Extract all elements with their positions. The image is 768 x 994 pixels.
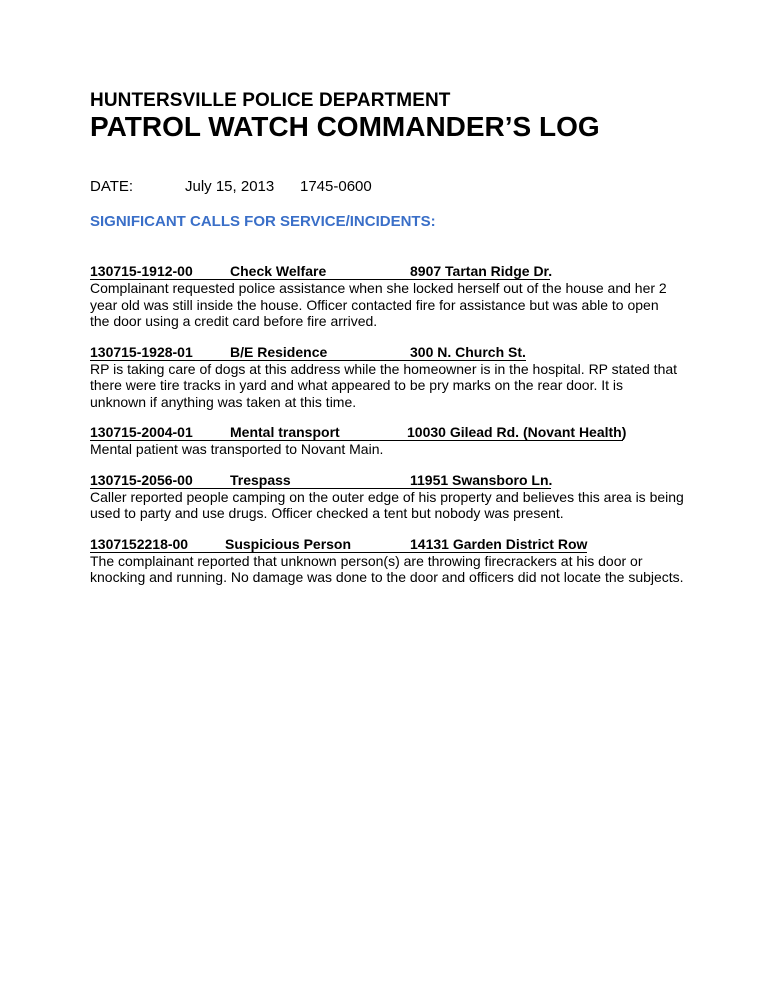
incident-location: 10030 Gilead Rd. (Novant Health) <box>407 424 627 440</box>
incident-type: B/E Residence <box>230 343 328 360</box>
log-title: PATROL WATCH COMMANDER’S LOG <box>90 111 600 142</box>
incident-location: 8907 Tartan Ridge Dr. <box>410 263 553 279</box>
incident-type: Suspicious Person <box>225 535 352 552</box>
incident-header <box>90 344 690 361</box>
incident-type: Mental transport <box>230 424 340 440</box>
incident-item <box>90 424 690 458</box>
incident-header <box>90 472 690 489</box>
description-line: the door using a credit card before fire arrived. <box>90 313 378 329</box>
incident-location: 14131 Garden District Row <box>410 535 588 552</box>
incident-description <box>90 361 690 411</box>
incident-type: Check Welfare <box>230 263 327 279</box>
date-label: DATE: <box>90 178 134 195</box>
incident-description <box>90 553 690 586</box>
description-line: RP is taking care of dogs at this address while the homeowner is in the hospital. RP stated that <box>90 360 678 377</box>
header-underline <box>90 279 550 280</box>
incident-list <box>90 263 690 600</box>
description-line: year old was still inside the house. Officer contacted fire for assistance but was able to open <box>90 296 659 313</box>
header-underline <box>90 488 551 489</box>
incident-number: 130715-1912-00 <box>90 263 193 279</box>
incident-description <box>90 489 690 522</box>
date-row <box>90 178 372 195</box>
incident-location: 300 N. Church St. <box>410 343 526 360</box>
description-line: used to party and use drugs. Officer checked a tent but nobody was present. <box>90 505 564 521</box>
header-underline <box>90 552 587 553</box>
incident-header <box>90 263 690 280</box>
incident-type: Trespass <box>230 471 291 488</box>
date-value: July 15, 2013 <box>185 178 275 195</box>
section-title: SIGNIFICANT CALLS FOR SERVICE/INCIDENTS: <box>90 213 436 230</box>
description-line: Mental patient was transported to Novant Main. <box>90 441 384 457</box>
incident-description <box>90 441 690 458</box>
header-underline <box>90 440 623 441</box>
incident-location: 11951 Swansboro Ln. <box>410 471 553 488</box>
description-line: unknown if anything was taken at this time. <box>90 393 357 410</box>
incident-item <box>90 536 690 586</box>
time-range: 1745-0600 <box>300 178 372 195</box>
description-line: Caller reported people camping on the outer edge of his property and believes this area is being <box>90 488 684 505</box>
incident-item <box>90 344 690 411</box>
incident-number: 130715-2056-00 <box>90 471 193 488</box>
incident-header <box>90 536 690 553</box>
incident-item <box>90 472 690 522</box>
description-line: there were tire tracks in yard and what appeared to be pry marks on the rear door. It is <box>90 377 624 393</box>
header-underline <box>90 360 526 361</box>
description-line: Complainant requested police assistance when she locked herself out of the house and her 2 <box>90 280 667 296</box>
incident-description <box>90 280 690 330</box>
description-line: knocking and running. No damage was done to the door and officers did not locate the subjects. <box>90 569 684 585</box>
incident-number: 130715-2004-01 <box>90 424 193 440</box>
incident-item <box>90 263 690 330</box>
incident-header <box>90 424 690 441</box>
incident-number: 130715-1928-01 <box>90 343 193 360</box>
department-name: HUNTERSVILLE POLICE DEPARTMENT <box>90 90 451 111</box>
incident-number: 1307152218-00 <box>90 535 189 552</box>
description-line: The complainant reported that unknown person(s) are throwing firecrackers at his door or <box>90 552 643 569</box>
